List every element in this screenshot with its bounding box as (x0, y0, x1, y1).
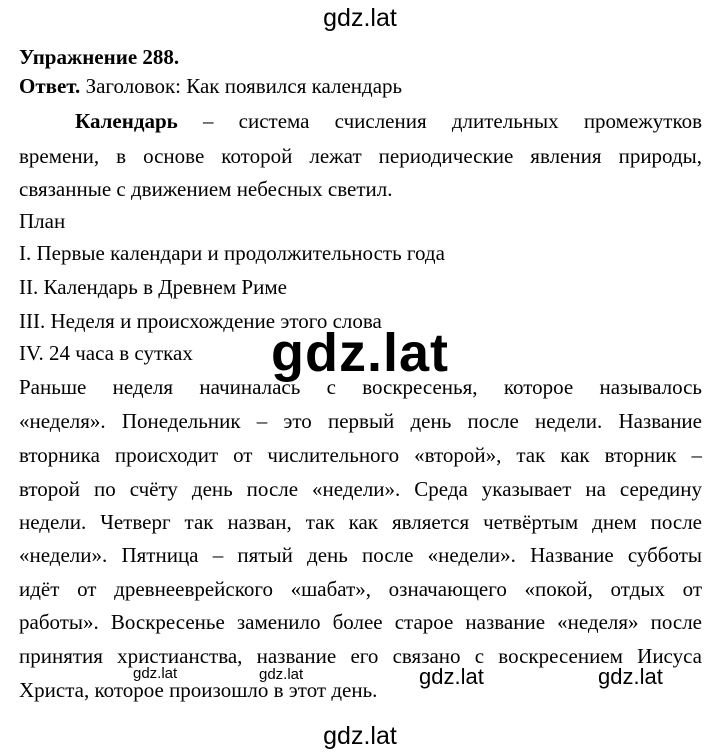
definition-line-1-rest: – система счисления длительных промежутков (202, 109, 703, 133)
paragraph-line-7 (19, 576, 702, 602)
watermark-center: gdz.lat (271, 323, 449, 383)
paragraph-line-3 (19, 442, 702, 468)
paragraph-line-6-text: «недели». Пятница – пятый день после «недели». Название субботы (19, 543, 702, 567)
paragraph-line-8 (19, 609, 702, 635)
definition-line-2-text: времени, в основе которой лежат периодические явления природы, (19, 144, 702, 168)
paragraph-line-8-text: работы». Воскресенье заменило более старое название «неделя» после (19, 610, 702, 634)
answer-label: Ответ. (19, 74, 81, 98)
paragraph-line-7-text: идёт от древнееврейского «шабат», означающего «покой, отдых от (19, 577, 702, 601)
paragraph-line-5-text: недели. Четверг так назван, так как является четвёртым днем после (19, 510, 702, 534)
definition-line-2 (19, 143, 702, 169)
definition-line-1 (75, 108, 702, 134)
paragraph-line-4-text: второй по счёту день после «недели». Среда указывает на середину (19, 477, 702, 501)
paragraph-line-9-text: принятия христианства, название его связано с воскресением Иисуса (19, 644, 702, 668)
paragraph-line-1-text: Раньше неделя начиналась с воскресенья, которое называлось (19, 375, 702, 399)
paragraph-line-3-text: вторника происходит от числительного «второй», так как вторник – (19, 443, 702, 467)
plan-item-4: IV. 24 часа в сутках (19, 341, 193, 365)
answer-line (19, 73, 402, 99)
paragraph-line-6 (19, 542, 702, 568)
answer-text: Заголовок: Как появился календарь (85, 74, 403, 98)
watermark-bottom: gdz.lat (323, 722, 397, 750)
watermark-top: gdz.lat (323, 4, 397, 32)
exercise-title-text: Упражнение 288. (19, 45, 180, 69)
paragraph-line-10: Христа, которое произошло в этот день. (19, 678, 378, 702)
watermark-small-2: gdz.lat (259, 666, 304, 683)
watermark-medium-1: gdz.lat (419, 664, 484, 689)
definition-line-3: связанные с движением небесных светил. (19, 177, 393, 201)
watermark-small-1: gdz.lat (133, 665, 178, 682)
plan-item-2: II. Календарь в Древнем Риме (19, 275, 287, 299)
paragraph-line-4 (19, 476, 702, 502)
plan-heading: План (19, 209, 66, 233)
paragraph-line-2 (19, 408, 702, 434)
paragraph-line-5 (19, 509, 702, 535)
watermark-medium-2: gdz.lat (598, 664, 663, 689)
definition-term: Календарь (75, 109, 178, 133)
exercise-title (19, 44, 179, 70)
paragraph-line-2-text: «неделя». Понедельник – это первый день после недели. Название (19, 409, 702, 433)
plan-item-3: III. Неделя и происхождение этого слова (19, 309, 382, 333)
plan-item-1: I. Первые календари и продолжительность года (19, 241, 445, 265)
